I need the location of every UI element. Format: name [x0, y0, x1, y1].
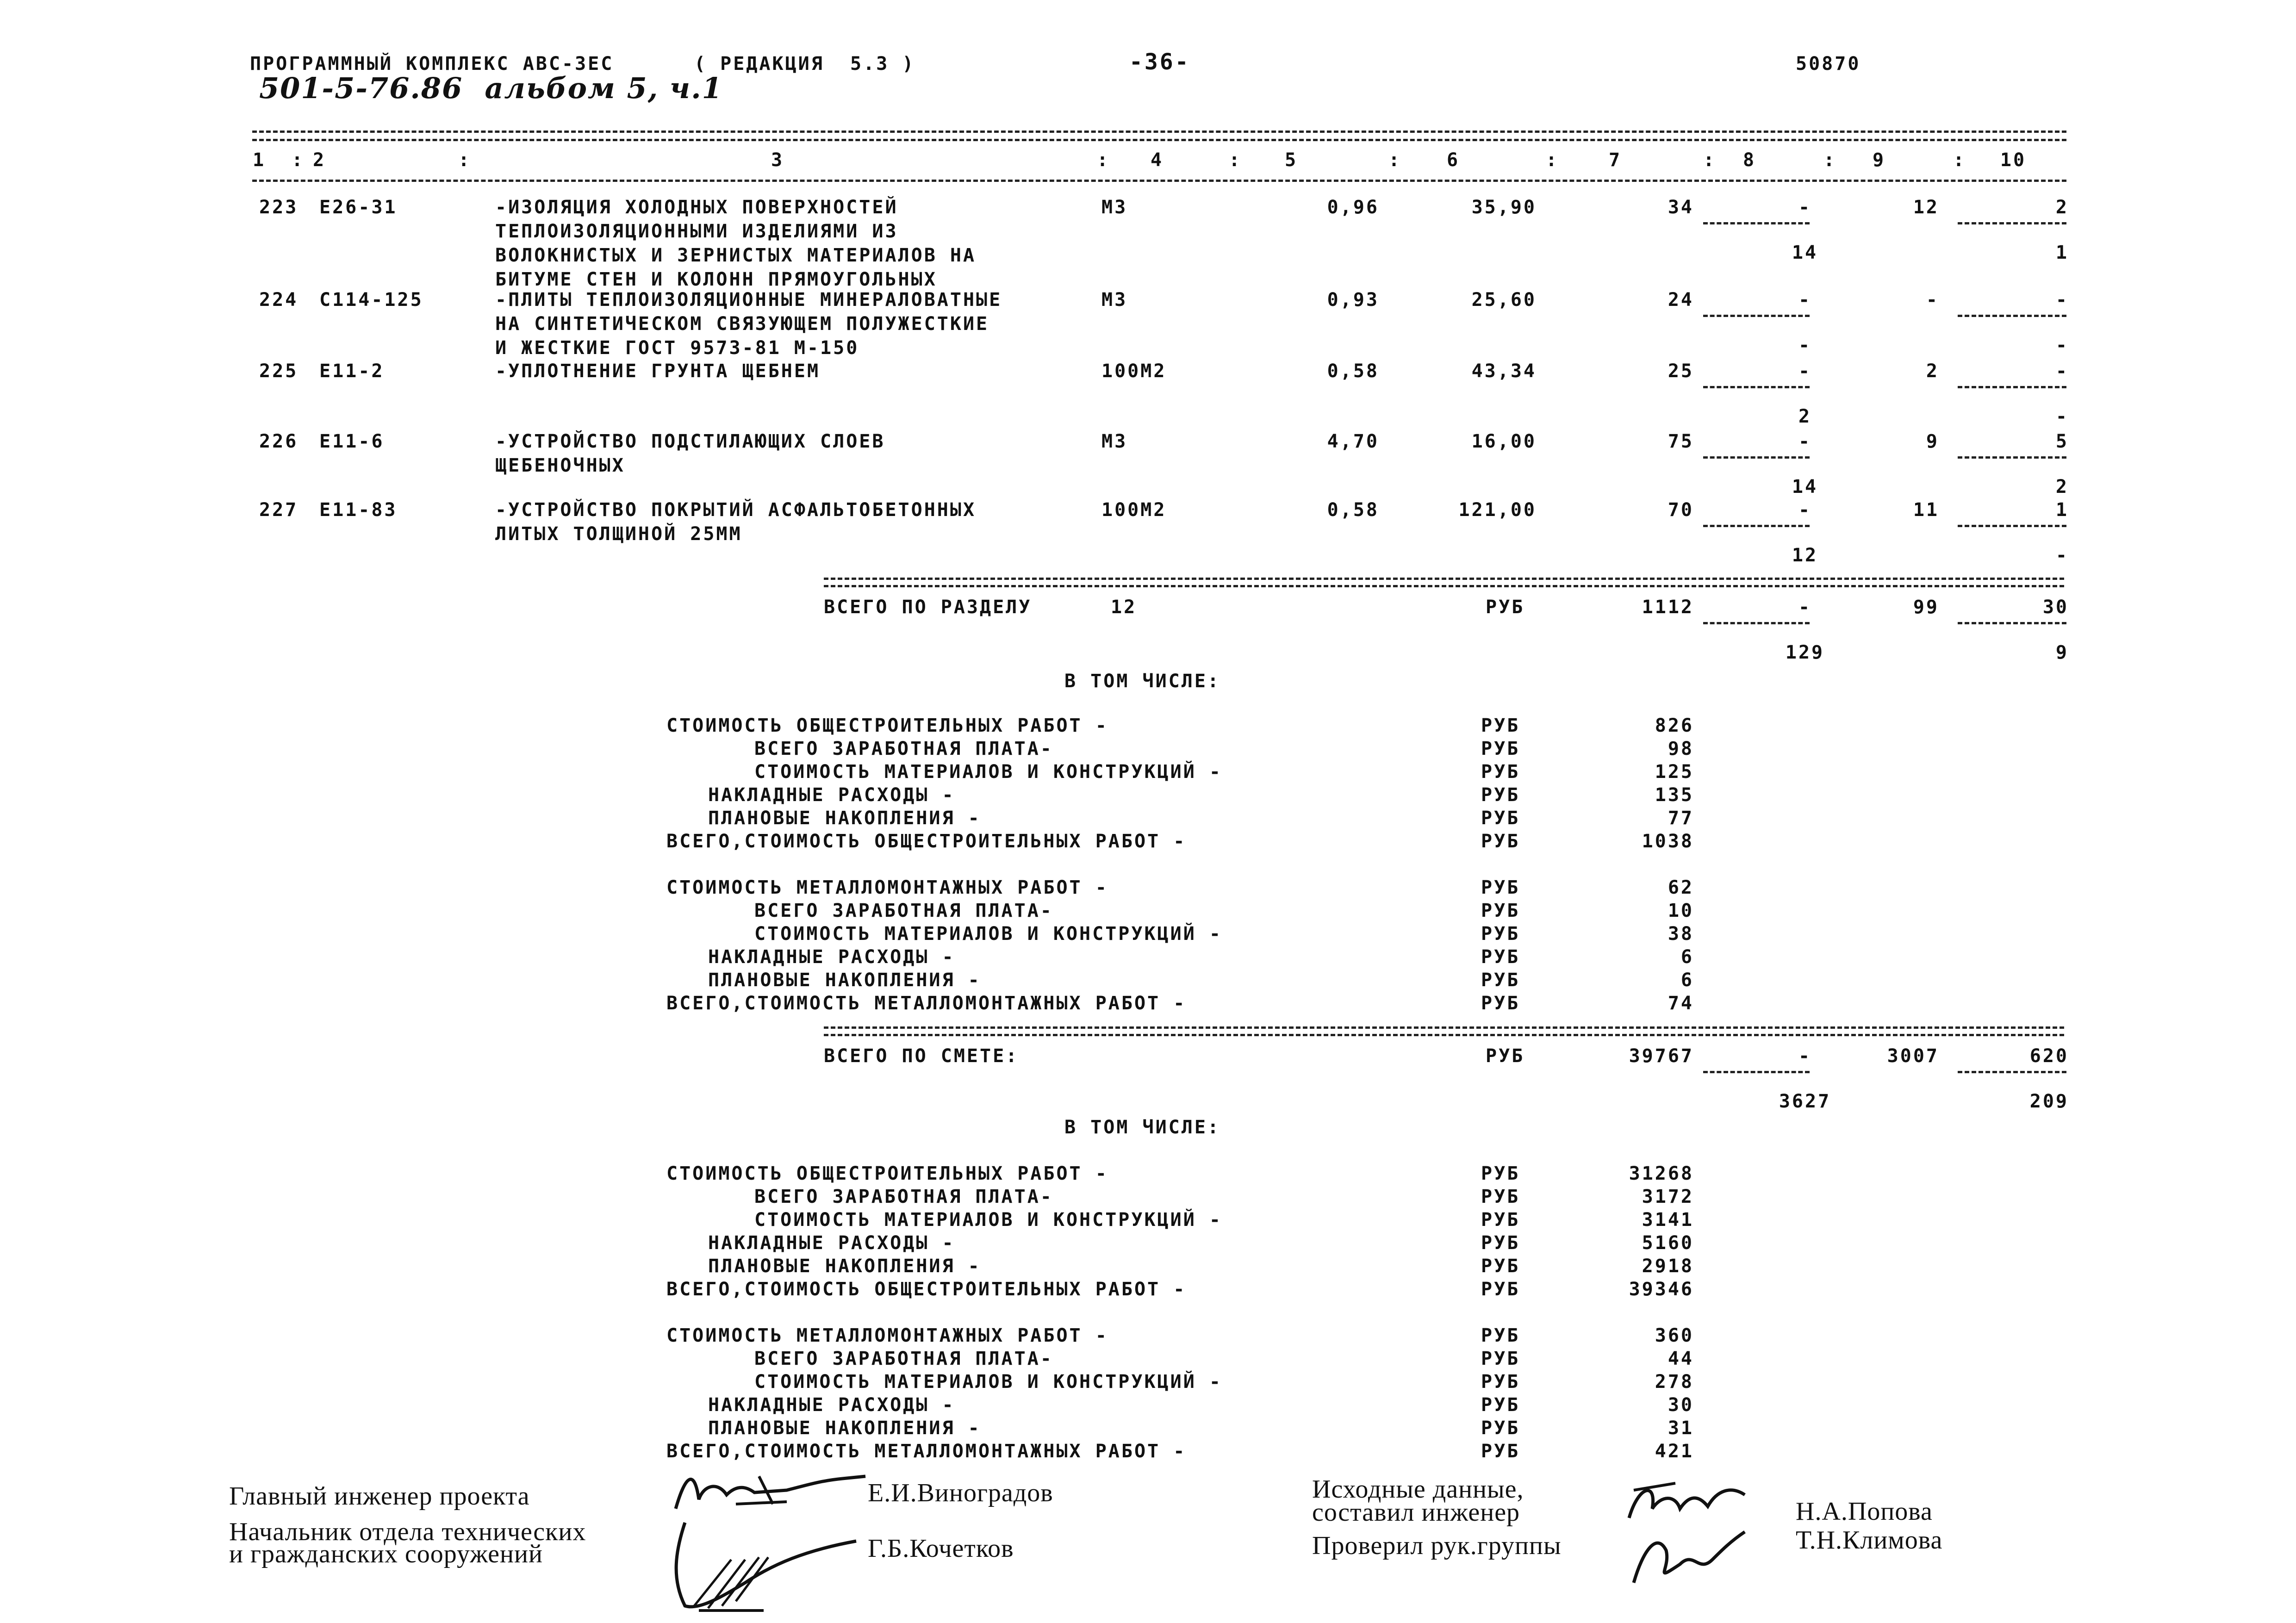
- row-total: 70: [1668, 499, 1694, 521]
- row-col8-bottom: 14: [1792, 476, 1818, 497]
- department-head-signature: [666, 1513, 870, 1620]
- column-header-3: 3: [771, 149, 784, 171]
- row-unit: М3: [1101, 289, 1128, 311]
- section_breakdown-unit: РУБ: [1481, 831, 1520, 852]
- source-data-signature: [1620, 1476, 1759, 1527]
- row-quantity: 4,70: [1327, 431, 1379, 452]
- row-quantity: 0,58: [1327, 361, 1379, 382]
- section_breakdown-unit: РУБ: [1481, 784, 1520, 806]
- estimate_breakdown-value: 2918: [1642, 1256, 1694, 1277]
- row-number: 226: [259, 431, 299, 452]
- row-description: БИТУМЕ СТЕН И КОЛОНН ПРЯМОУГОЛЬНЫХ: [495, 269, 937, 290]
- section_breakdown-label: НАКЛАДНЫЕ РАСХОДЫ -: [708, 946, 955, 968]
- estimate_breakdown-unit: РУБ: [1481, 1232, 1520, 1254]
- estimate_breakdown-unit: РУБ: [1481, 1256, 1520, 1277]
- row-description: -ПЛИТЫ ТЕПЛОИЗОЛЯЦИОННЫЕ МИНЕРАЛОВАТНЫЕ: [495, 289, 1002, 311]
- header-bottom-rule: [252, 180, 2066, 182]
- row-col10-top: -: [2055, 361, 2069, 382]
- section_breakdown-value: 1038: [1642, 831, 1694, 852]
- row-code: Е11-83: [319, 499, 398, 521]
- section_breakdown-label: СТОИМОСТЬ ОБЩЕСТРОИТЕЛЬНЫХ РАБОТ -: [666, 715, 1108, 736]
- section_total-col10-top: 30: [2042, 597, 2069, 618]
- column-separator: :: [1388, 149, 1402, 171]
- row-description: ЩЕБЕНОЧНЫХ: [495, 455, 625, 476]
- row-total: 24: [1668, 289, 1694, 311]
- row-number: 224: [259, 289, 299, 311]
- row-unit: 100М2: [1101, 361, 1167, 382]
- row-description: -УСТРОЙСТВО ПОДСТИЛАЮЩИХ СЛОЕВ: [495, 431, 885, 452]
- section_breakdown-label: СТОИМОСТЬ МАТЕРИАЛОВ И КОНСТРУКЦИЙ -: [754, 761, 1222, 783]
- row-col10-bottom: -: [2055, 406, 2069, 427]
- department-head-title-line2: и гражданских сооружений: [229, 1540, 543, 1568]
- section_breakdown-label: НАКЛАДНЫЕ РАСХОДЫ -: [708, 784, 955, 806]
- column-separator: :: [1097, 149, 1110, 171]
- section_breakdown-label: ПЛАНОВЫЕ НАКОПЛЕНИЯ -: [708, 970, 981, 991]
- chief-engineer-title: Главный инженер проекта: [229, 1482, 530, 1511]
- row-total: 25: [1668, 361, 1694, 382]
- row-description: ВОЛОКНИСТЫХ И ЗЕРНИСТЫХ МАТЕРИАЛОВ НА: [495, 245, 977, 266]
- source-data-name: Н.А.Попова: [1796, 1497, 1933, 1526]
- row-unit-price: 121,00: [1458, 499, 1537, 521]
- estimate_breakdown-value: 3141: [1642, 1209, 1694, 1231]
- department-head-name: Г.Б.Кочетков: [868, 1534, 1014, 1563]
- section_total-amount: 1112: [1642, 597, 1694, 618]
- estimate_breakdown-unit: РУБ: [1481, 1441, 1520, 1462]
- row-col8-divider: [1703, 386, 1810, 388]
- column-separator: :: [458, 149, 472, 171]
- section_breakdown-label: ВСЕГО ЗАРАБОТНАЯ ПЛАТА-: [754, 900, 1053, 921]
- section_breakdown-unit: РУБ: [1481, 761, 1520, 783]
- section_breakdown-unit: РУБ: [1481, 808, 1520, 829]
- estimate_breakdown-value: 278: [1655, 1371, 1694, 1393]
- estimate_total-col8-bottom: 3627: [1779, 1091, 1831, 1112]
- row-col10-bottom: 2: [2055, 476, 2069, 497]
- row-unit: М3: [1101, 431, 1128, 452]
- section_total-unit: РУБ: [1486, 597, 1525, 618]
- group-lead-name: Т.Н.Климова: [1796, 1526, 1943, 1555]
- row-total: 75: [1668, 431, 1694, 452]
- estimate_breakdown-value: 30: [1668, 1394, 1694, 1416]
- row-col10-top: 2: [2055, 197, 2069, 218]
- section_breakdown-label: ПЛАНОВЫЕ НАКОПЛЕНИЯ -: [708, 808, 981, 829]
- section_breakdown-value: 6: [1680, 946, 1694, 968]
- row-col10-divider: [1958, 456, 2066, 459]
- estimate_total-col10-divider: [1958, 1071, 2066, 1073]
- chief-engineer-name: Е.И.Виноградов: [868, 1479, 1053, 1507]
- column-header-5: 5: [1284, 149, 1298, 171]
- section-total-rule-2: [824, 585, 2064, 587]
- estimate_breakdown-value: 44: [1668, 1348, 1694, 1369]
- column-separator: :: [1953, 149, 1966, 171]
- section_breakdown-label: ВСЕГО ЗАРАБОТНАЯ ПЛАТА-: [754, 738, 1053, 759]
- section_breakdown-unit: РУБ: [1481, 923, 1520, 945]
- section_total-col8-divider: [1703, 622, 1810, 624]
- row-unit: М3: [1101, 197, 1128, 218]
- row-number: 225: [259, 361, 299, 382]
- column-separator: :: [1823, 149, 1837, 171]
- column-header-9: 9: [1872, 149, 1886, 171]
- row-code: Е11-6: [319, 431, 385, 452]
- row-col10-divider: [1958, 222, 2066, 224]
- row-quantity: 0,93: [1327, 289, 1379, 311]
- row-description: ЛИТЫХ ТОЛЩИНОЙ 25ММ: [495, 523, 742, 545]
- section_total-label: ВСЕГО ПО РАЗДЕЛУ: [824, 597, 1032, 618]
- row-description: И ЖЕСТКИЕ ГОСТ 9573-81 М-150: [495, 337, 859, 359]
- row-col9: 11: [1913, 499, 1939, 521]
- row-col8-bottom: 2: [1798, 406, 1812, 427]
- section_breakdown-unit: РУБ: [1481, 970, 1520, 991]
- column-header-2: 2: [312, 149, 326, 171]
- estimate_breakdown-label: СТОИМОСТЬ МЕТАЛЛОМОНТАЖНЫХ РАБОТ -: [666, 1325, 1108, 1346]
- source-data-title-line1: Исходные данные,: [1312, 1475, 1524, 1504]
- header-top-rule-2: [252, 139, 2066, 141]
- estimate_breakdown-unit: РУБ: [1481, 1394, 1520, 1416]
- row-col8-divider: [1703, 222, 1810, 224]
- source-data-title-line2: составил инженер: [1312, 1498, 1520, 1527]
- including-heading: В ТОМ ЧИСЛЕ:: [1064, 671, 1220, 692]
- estimate_breakdown-unit: РУБ: [1481, 1279, 1520, 1300]
- section_breakdown-unit: РУБ: [1481, 877, 1520, 898]
- row-col8-top: -: [1798, 289, 1812, 311]
- header-top-rule: [252, 131, 2066, 133]
- section_breakdown-value: 135: [1655, 784, 1694, 806]
- section-total-rule: [824, 578, 2064, 580]
- program-title: ПРОГРАММНЫЙ КОМПЛЕКС АВС-3ЕС: [250, 53, 614, 75]
- section_breakdown-value: 38: [1668, 923, 1694, 945]
- estimate_breakdown-label: ВСЕГО,СТОИМОСТЬ ОБЩЕСТРОИТЕЛЬНЫХ РАБОТ -: [666, 1279, 1187, 1300]
- estimate_breakdown-value: 360: [1655, 1325, 1694, 1346]
- estimate_total-col10-top: 620: [2029, 1045, 2069, 1067]
- section_breakdown-label: СТОИМОСТЬ МЕТАЛЛОМОНТАЖНЫХ РАБОТ -: [666, 877, 1108, 898]
- row-col8-bottom: 12: [1792, 545, 1818, 566]
- row-col9: 12: [1913, 197, 1939, 218]
- page-number: -36-: [1129, 49, 1190, 75]
- column-separator: :: [1546, 149, 1559, 171]
- group-lead-title: Проверил рук.группы: [1312, 1531, 1562, 1560]
- section_breakdown-label: СТОИМОСТЬ МАТЕРИАЛОВ И КОНСТРУКЦИЙ -: [754, 923, 1222, 945]
- section_breakdown-value: 826: [1655, 715, 1694, 736]
- row-col8-top: -: [1798, 361, 1812, 382]
- row-col8-top: -: [1798, 197, 1812, 218]
- row-col9: 2: [1926, 361, 1939, 382]
- estimate_total-unit: РУБ: [1486, 1045, 1525, 1067]
- chief-engineer-signature: [666, 1458, 870, 1523]
- row-col9: 9: [1926, 431, 1939, 452]
- row-unit-price: 35,90: [1471, 197, 1537, 218]
- section_breakdown-value: 74: [1668, 993, 1694, 1014]
- section_total-col8-top: -: [1798, 597, 1812, 618]
- estimate_breakdown-unit: РУБ: [1481, 1348, 1520, 1369]
- section_breakdown-label: ВСЕГО,СТОИМОСТЬ ОБЩЕСТРОИТЕЛЬНЫХ РАБОТ -: [666, 831, 1187, 852]
- row-quantity: 0,96: [1327, 197, 1379, 218]
- row-quantity: 0,58: [1327, 499, 1379, 521]
- section_breakdown-value: 62: [1668, 877, 1694, 898]
- column-header-1: 1: [252, 149, 266, 171]
- estimate_breakdown-unit: РУБ: [1481, 1186, 1520, 1207]
- section_total-col8-bottom: 129: [1785, 642, 1825, 663]
- row-number: 227: [259, 499, 299, 521]
- row-code: Е26-31: [319, 197, 398, 218]
- row-description: -ИЗОЛЯЦИЯ ХОЛОДНЫХ ПОВЕРХНОСТЕЙ: [495, 197, 898, 218]
- row-unit: 100М2: [1101, 499, 1167, 521]
- row-col10-bottom: 1: [2055, 242, 2069, 263]
- row-unit-price: 25,60: [1471, 289, 1537, 311]
- estimate_breakdown-unit: РУБ: [1481, 1163, 1520, 1184]
- including-heading-2: В ТОМ ЧИСЛЕ:: [1064, 1117, 1220, 1138]
- estimate_total-amount: 39767: [1629, 1045, 1694, 1067]
- row-col8-top: -: [1798, 499, 1812, 521]
- column-header-8: 8: [1742, 149, 1756, 171]
- row-code: Е11-2: [319, 361, 385, 382]
- section_breakdown-unit: РУБ: [1481, 715, 1520, 736]
- column-header-4: 4: [1150, 149, 1164, 171]
- row-total: 34: [1668, 197, 1694, 218]
- section_total-col10-divider: [1958, 622, 2066, 624]
- row-unit-price: 16,00: [1471, 431, 1537, 452]
- row-code: С114-125: [319, 289, 423, 311]
- row-description: ТЕПЛОИЗОЛЯЦИОННЫМИ ИЗДЕЛИЯМИ ИЗ: [495, 221, 898, 242]
- estimate_breakdown-label: ПЛАНОВЫЕ НАКОПЛЕНИЯ -: [708, 1256, 981, 1277]
- row-description: -УПЛОТНЕНИЕ ГРУНТА ЩЕБНЕМ: [495, 361, 821, 382]
- column-separator: :: [292, 149, 305, 171]
- row-col10-divider: [1958, 525, 2066, 527]
- row-unit-price: 43,34: [1471, 361, 1537, 382]
- row-col8-divider: [1703, 315, 1810, 317]
- row-description: НА СИНТЕТИЧЕСКОМ СВЯЗУЮЩЕМ ПОЛУЖЕСТКИЕ: [495, 313, 989, 335]
- row-col8-divider: [1703, 456, 1810, 459]
- estimate-total-rule: [824, 1026, 2064, 1029]
- document-code: 50870: [1796, 53, 1861, 75]
- row-col10-top: 1: [2055, 499, 2069, 521]
- row-col10-bottom: -: [2055, 545, 2069, 566]
- row-col10-top: -: [2055, 289, 2069, 311]
- section_total-col10-bottom: 9: [2055, 642, 2069, 663]
- section_breakdown-unit: РУБ: [1481, 900, 1520, 921]
- estimate_breakdown-label: НАКЛАДНЫЕ РАСХОДЫ -: [708, 1394, 955, 1416]
- estimate_total-col8-divider: [1703, 1071, 1810, 1073]
- estimate_breakdown-value: 31268: [1629, 1163, 1694, 1184]
- row-description: -УСТРОЙСТВО ПОКРЫТИЙ АСФАЛЬТОБЕТОННЫХ: [495, 499, 977, 521]
- row-col10-divider: [1958, 315, 2066, 317]
- section_breakdown-value: 10: [1668, 900, 1694, 921]
- handwritten-album-reference: 501-5-76.86 альбом 5, ч.1: [259, 71, 723, 105]
- department-head-title-line1: Начальник отдела технических: [229, 1517, 586, 1546]
- section_breakdown-value: 77: [1668, 808, 1694, 829]
- estimate_breakdown-label: ВСЕГО ЗАРАБОТНАЯ ПЛАТА-: [754, 1348, 1053, 1369]
- section_breakdown-value: 98: [1668, 738, 1694, 759]
- estimate_breakdown-label: СТОИМОСТЬ МАТЕРИАЛОВ И КОНСТРУКЦИЙ -: [754, 1371, 1222, 1393]
- section_breakdown-unit: РУБ: [1481, 946, 1520, 968]
- row-col8-divider: [1703, 525, 1810, 527]
- section_breakdown-value: 125: [1655, 761, 1694, 783]
- estimate_breakdown-unit: РУБ: [1481, 1371, 1520, 1393]
- estimate_breakdown-value: 3172: [1642, 1186, 1694, 1207]
- estimate_breakdown-value: 421: [1655, 1441, 1694, 1462]
- row-number: 223: [259, 197, 299, 218]
- estimate_breakdown-unit: РУБ: [1481, 1325, 1520, 1346]
- row-col10-bottom: -: [2055, 335, 2069, 356]
- section_breakdown-unit: РУБ: [1481, 738, 1520, 759]
- estimate_breakdown-label: ВСЕГО,СТОИМОСТЬ МЕТАЛЛОМОНТАЖНЫХ РАБОТ -: [666, 1441, 1187, 1462]
- row-col8-top: -: [1798, 431, 1812, 452]
- row-col10-divider: [1958, 386, 2066, 388]
- group-lead-signature: [1624, 1523, 1759, 1592]
- estimate_breakdown-label: СТОИМОСТЬ МАТЕРИАЛОВ И КОНСТРУКЦИЙ -: [754, 1209, 1222, 1231]
- section_total-col9: 99: [1913, 597, 1939, 618]
- section_total-count: 12: [1111, 597, 1137, 618]
- row-col8-bottom: 14: [1792, 242, 1818, 263]
- column-separator: :: [1229, 149, 1242, 171]
- estimate_breakdown-value: 39346: [1629, 1279, 1694, 1300]
- estimate_breakdown-label: НАКЛАДНЫЕ РАСХОДЫ -: [708, 1232, 955, 1254]
- column-header-10: 10: [2000, 149, 2027, 171]
- column-separator: :: [1703, 149, 1717, 171]
- estimate_breakdown-unit: РУБ: [1481, 1209, 1520, 1231]
- section_breakdown-value: 6: [1680, 970, 1694, 991]
- section_breakdown-label: ВСЕГО,СТОИМОСТЬ МЕТАЛЛОМОНТАЖНЫХ РАБОТ -: [666, 993, 1187, 1014]
- estimate_breakdown-label: ВСЕГО ЗАРАБОТНАЯ ПЛАТА-: [754, 1186, 1053, 1207]
- section_breakdown-unit: РУБ: [1481, 993, 1520, 1014]
- row-col9: -: [1926, 289, 1939, 311]
- estimate_breakdown-value: 5160: [1642, 1232, 1694, 1254]
- edition-label: ( РЕДАКЦИЯ 5.3 ): [694, 53, 915, 75]
- estimate_total-col8-top: -: [1798, 1045, 1812, 1067]
- estimate_total-label: ВСЕГО ПО СМЕТЕ:: [824, 1045, 1019, 1067]
- row-col8-bottom: -: [1798, 335, 1812, 356]
- estimate_total-col9: 3007: [1887, 1045, 1939, 1067]
- estimate_total-col10-bottom: 209: [2029, 1091, 2069, 1112]
- row-col10-top: 5: [2055, 431, 2069, 452]
- estimate_breakdown-value: 31: [1668, 1418, 1694, 1439]
- estimate_breakdown-label: СТОИМОСТЬ ОБЩЕСТРОИТЕЛЬНЫХ РАБОТ -: [666, 1163, 1108, 1184]
- column-header-7: 7: [1608, 149, 1622, 171]
- estimate_breakdown-unit: РУБ: [1481, 1418, 1520, 1439]
- estimate-total-rule-2: [824, 1034, 2064, 1036]
- estimate_breakdown-label: ПЛАНОВЫЕ НАКОПЛЕНИЯ -: [708, 1418, 981, 1439]
- column-header-6: 6: [1446, 149, 1460, 171]
